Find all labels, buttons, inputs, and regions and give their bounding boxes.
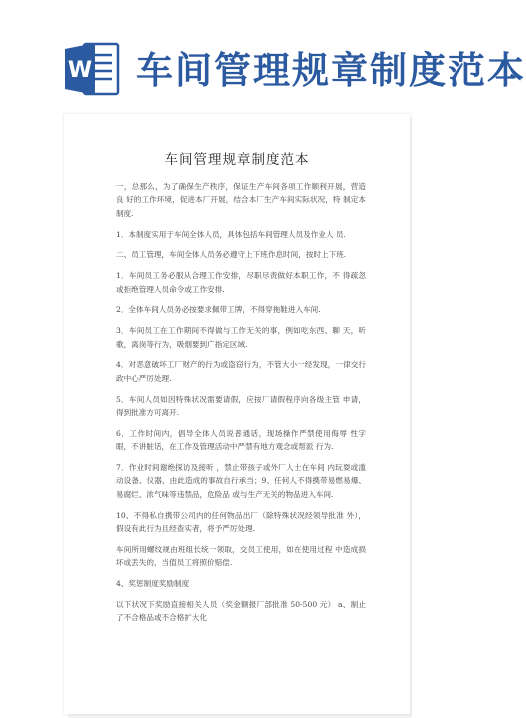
paragraph: 6．工作时间内，倡导全体人员说普通话，现场操作严禁使用侮辱 性字眼，不讲脏话，在工作及管理活动中严禁有地方观念或帮派 行为.	[116, 428, 366, 452]
paragraph: 1．车间员工务必服从合理工作安排，尽职尽责做好本职工作，不 得疏忽或拒绝管理人员命令或工作安排.	[116, 271, 366, 294]
header-banner	[0, 0, 526, 128]
paragraph: 4．对恶意破坏工厂财产的行为或盗窃行为，不管大小一经发现，一律交行政中心严厉处理.	[116, 360, 366, 383]
document-page	[64, 114, 410, 714]
word-document-icon	[62, 38, 124, 100]
word-icon-letter: W	[67, 58, 93, 83]
paragraph: 一，总那么，为了确保生产秩序，保证生产车间各项工作顺利开展，营造良 好的工作环境，促进本厂开展，结合本厂生产车间实际状况，特 制定本制度.	[116, 182, 366, 218]
paragraph: 以下状况下奖励直接相关人员（奖金额报厂部批准 50-500 元） a、制止了不合格品或不合格扩大化	[116, 599, 366, 623]
paragraph: 车间所用螺纹规由班组长统一领取，交员工使用，如在使用过程 中造成损坏或丢失的，当值员工将照价赔偿.	[116, 544, 366, 568]
paragraph: 二、员工管理，车间全体人员务必遵守上下班作息时间，按时上下班.	[116, 250, 347, 260]
banner-title: 车间管理规章制度范本	[136, 49, 526, 92]
document-title: 车间管理规章制度范本	[164, 152, 310, 168]
paragraph: 1．本制度实用于车间全体人员，具体包括车间管理人员及作业人 员.	[116, 229, 346, 239]
paragraph: 4、奖惩制度奖励制度	[116, 579, 190, 589]
paragraph: 10、不得私自携带公司内的任何物品出厂（除特殊状况经领导批准 外），假设有此行为且经查实者，将予严厉处理.	[116, 510, 366, 534]
paragraph: 5．车间人员如因特殊状况需要请假，应按厂请假程序向各级主管 申请，得到批准方可离开.	[116, 394, 366, 418]
paragraph: 7．作业时间谢绝探访及接听 ，禁止带孩子或外厂人士在车间 内玩耍或滥动设备、仪器，由此造成的事故自行承当；9、任何人不得携带易燃易爆、易腐烂、浓气味等违禁品，危险品 或与生产无关的物品进入车间.	[116, 463, 366, 499]
paragraph: 3．车间员工在工作期间不得做与工作无关的事，例如吃东西、聊 天，听歌，离岗等行为，吸烟要到广指定区域.	[116, 326, 366, 349]
paragraph: 2．全体车间人员务必按要求佩带工牌，不得穿拖鞋进入车间.	[116, 305, 321, 315]
document-body	[116, 180, 366, 632]
